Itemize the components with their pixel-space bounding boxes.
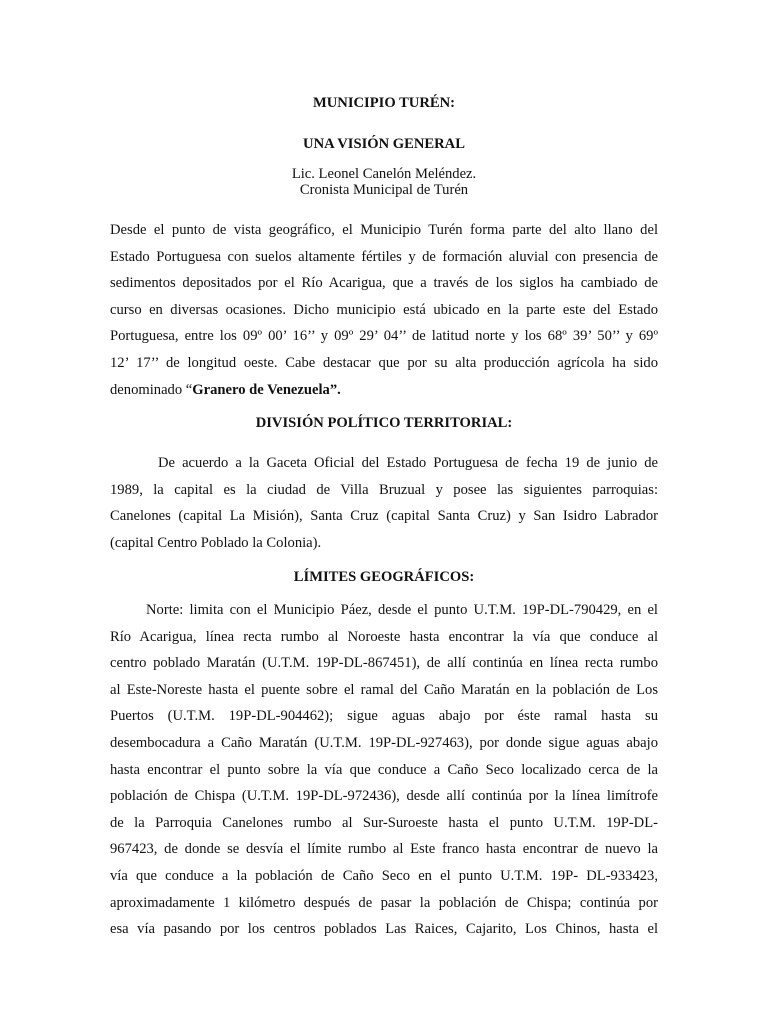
document-subtitle: UNA VISIÓN GENERAL — [303, 136, 465, 152]
limites-line: al Este-Noreste hasta el puente sobre el ramal del Caño Maratán en la población de Los — [110, 681, 658, 698]
limites-line: vía que conduce a la población de Caño Seco en el punto U.T.M. 19P- DL-933423, — [110, 867, 658, 884]
granero-emphasis: Granero de Venezuela”. — [192, 381, 341, 398]
intro-line: Portuguesa, entre los 09º 00’ 16’’ y 09º 29’ 04’’ de latitud norte y los 68º 39’ 50’’ y 69º — [110, 328, 658, 345]
limites-line: centro poblado Maratán (U.T.M. 19P-DL-867451), de allí continúa en línea recta rumbo — [110, 655, 658, 672]
limites-line: aproximadamente 1 kilómetro después de pasar la población de Chispa; continúa por — [110, 894, 658, 911]
limites-line: Norte: limita con el Municipio Páez, desde el punto U.T.M. 19P-DL-790429, en el — [146, 602, 658, 618]
intro-line: sedimentos depositados por el Río Acarigua, que a través de los siglos ha cambiado de — [110, 275, 658, 292]
division-paragraph — [110, 450, 658, 556]
limites-line: de la Parroquia Canelones rumbo al Sur-Suroeste hasta el punto U.T.M. 19P-DL- — [110, 814, 658, 831]
limites-line: hasta encontrar el punto sobre la vía que conduce a Caño Seco localizado cerca de la — [110, 761, 658, 778]
author-role: Cronista Municipal de Turén — [299, 182, 469, 198]
division-line: 1989, la capital es la ciudad de Villa Bruzual y posee las siguientes parroquias: — [110, 481, 658, 498]
intro-last-prefix: denominado “ — [110, 381, 193, 398]
intro-line: 12’ 17’’ de longitud oeste. Cabe destacar que por su alta producción agrícola ha sido — [110, 354, 658, 371]
limites-paragraph — [110, 597, 658, 943]
intro-line: Estado Portuguesa con suelos altamente fértiles y de formación aluvial con presencia de — [110, 248, 658, 265]
division-line: De acuerdo a la Gaceta Oficial del Estado Portuguesa de fecha 19 de junio de — [158, 455, 658, 471]
limites-line: 967423, de donde se desvía el límite rumbo al Este franco hasta encontrar de nuevo la — [110, 841, 658, 858]
intro-line: Desde el punto de vista geográfico, el Municipio Turén forma parte del alto llano del — [110, 222, 658, 238]
division-line: (capital Centro Poblado la Colonia). — [110, 534, 322, 551]
intro-line-last — [110, 377, 658, 404]
author-name: Lic. Leonel Canelón Meléndez. — [291, 166, 477, 182]
limites-line: Puertos (U.T.M. 19P-DL-904462); sigue aguas abajo por éste ramal hasta su — [110, 708, 658, 725]
division-line: Canelones (capital La Misión), Santa Cruz (capital Santa Cruz) y San Isidro Labrador — [110, 508, 658, 525]
division-heading: DIVISIÓN POLÍTICO TERRITORIAL: — [255, 415, 513, 431]
limites-line: esa vía pasando por los centros poblados Las Raices, Cajarito, Los Chinos, hasta el — [110, 921, 658, 938]
document-title: MUNICIPIO TURÉN: — [312, 95, 456, 111]
limites-heading: LÍMITES GEOGRÁFICOS: — [293, 569, 475, 585]
intro-line: curso en diversas ocasiones. Dicho municipio está ubicado en la parte este del Estado — [110, 301, 658, 318]
limites-line: población de Chispa (U.T.M. 19P-DL-972436), desde allí continúa por la línea limítrofe — [110, 788, 658, 805]
limites-line: Río Acarigua, línea recta rumbo al Noroeste hasta encontrar la vía que conduce al — [110, 628, 658, 645]
intro-paragraph — [110, 217, 658, 403]
limites-line: desembocadura a Caño Maratán (U.T.M. 19P-DL-927463), por donde sigue aguas abajo — [110, 734, 658, 751]
